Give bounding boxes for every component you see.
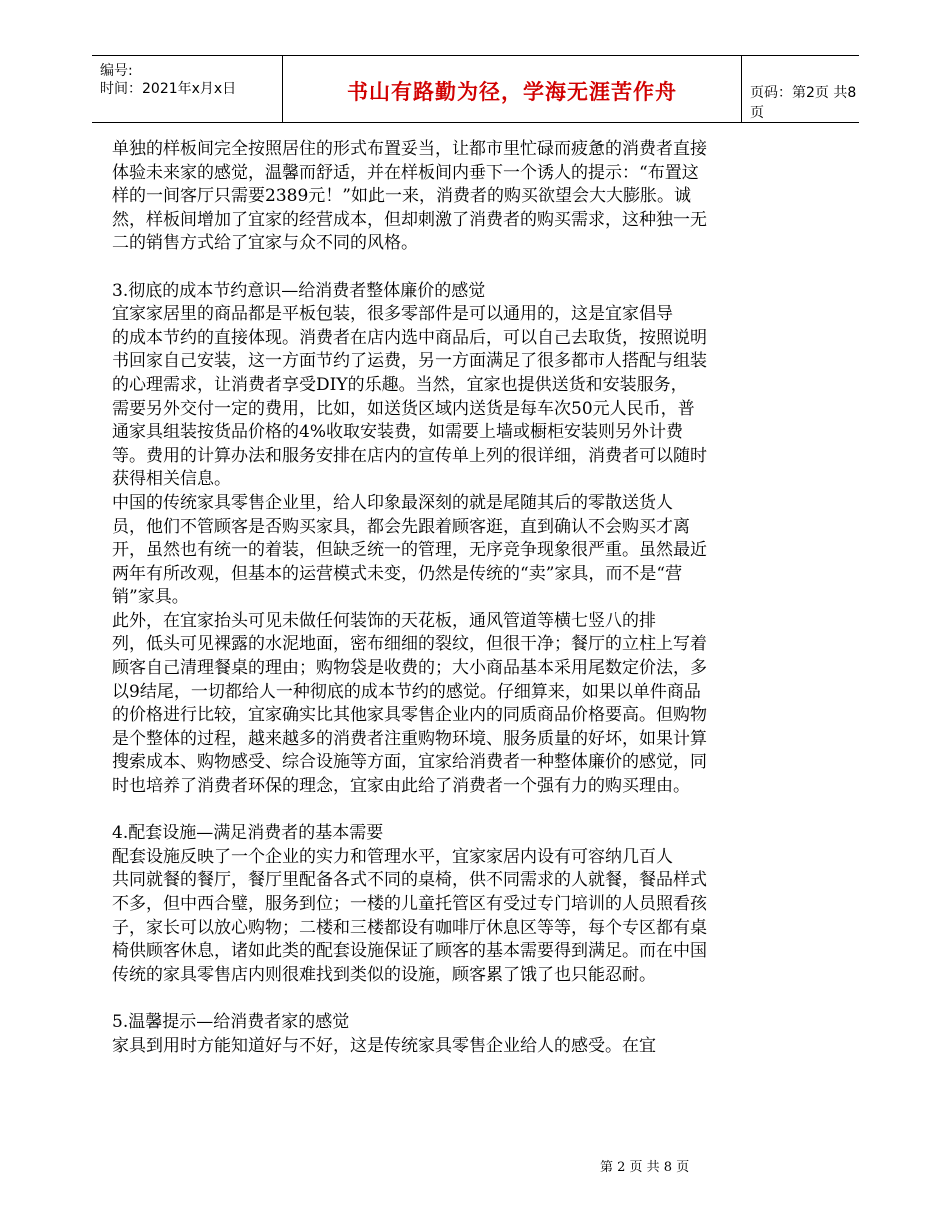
body-line: 获得相关信息。 — [112, 469, 231, 490]
header-meta-cell — [92, 56, 282, 122]
body-line: 开，虽然也有统一的着装，但缺乏统一的管理，无序竞争现象很严重。虽然最近 — [112, 540, 707, 561]
header-motto: 书山有路勤为径，学海无涯苦作舟 — [347, 80, 677, 104]
body-line: 宜家家居里的商品都是平板包装，很多零部件是可以通用的，这是宜家倡导 — [112, 304, 673, 325]
document-time-label: 时间：2021年x月x日 — [100, 81, 237, 97]
body-line: 的心理需求，让消费者享受DIY的乐趣。当然，宜家也提供送货和安装服务， — [112, 374, 688, 395]
body-line: 中国的传统家具零售企业里，给人印象最深刻的就是尾随其后的零散送货人 — [112, 492, 673, 513]
body-line: 员，他们不管顾客是否购买家具，都会先跟着顾客逛，直到确认不会购买才离 — [112, 516, 690, 537]
body-line: 以9结尾，一切都给人一种彻底的成本节约的感觉。仔细算来，如果以单件商品 — [112, 681, 701, 702]
body-line: 是个整体的过程，越来越多的消费者注重购物环境、服务质量的好坏，如果计算 — [112, 728, 707, 749]
body-line: 椅供顾客休息，诸如此类的配套设施保证了顾客的基本需要得到满足。而在中国 — [112, 941, 707, 962]
body-line: 样的一间客厅只需要2389元！”如此一来，消费者的购买欲望会大大膨胀。诚 — [112, 186, 691, 207]
body-line: 的价格进行比较，宜家确实比其他家具零售企业内的同质商品价格要高。但购物 — [112, 705, 707, 726]
body-line: 单独的样板间完全按照居住的形式布置妥当，让都市里忙碌而疲惫的消费者直接 — [112, 139, 707, 159]
body-line: 家具到用时方能知道好与不好，这是传统家具零售企业给人的感受。在宜 — [112, 1035, 656, 1056]
body-text — [112, 138, 840, 1058]
header-page-cell — [740, 56, 859, 122]
body-line: 传统的家具零售店内则很难找到类似的设施，顾客累了饿了也只能忍耐。 — [112, 964, 656, 985]
header-motto-cell — [282, 56, 742, 122]
page-header — [92, 55, 859, 123]
body-line: 5.温馨提示—给消费者家的感觉 — [112, 1011, 350, 1032]
body-line: 3.彻底的成本节约意识—给消费者整体廉价的感觉 — [112, 280, 486, 301]
document-number-label: 编号: — [100, 63, 133, 79]
body-line: 体验未来家的感觉，温馨而舒适，并在样板间内垂下一个诱人的提示：“布置这 — [112, 162, 699, 183]
body-line: 的成本节约的直接体现。消费者在店内选中商品后，可以自己去取货，按照说明 — [112, 327, 707, 348]
body-line: 配套设施反映了一个企业的实力和管理水平，宜家家居内设有可容纳几百人 — [112, 846, 673, 867]
header-page-info: 页码：第2页 共8页 — [750, 85, 857, 121]
body-line: 两年有所改观，但基本的运营模式未变，仍然是传统的“卖”家具，而不是“营 — [112, 563, 683, 584]
body-line: 然，样板间增加了宜家的经营成本，但却刺激了消费者的购买需求，这种独一无 — [112, 209, 707, 230]
page-footer: 第 2 页 共 8 页 — [600, 1160, 690, 1175]
body-line: 通家具组装按货品价格的4%收取安装费，如需要上墙或橱柜安装则另外计费 — [112, 422, 683, 443]
paragraph-gap — [112, 799, 840, 823]
body-line: 顾客自己清理餐桌的理由；购物袋是收费的；大小商品基本采用尾数定价法，多 — [112, 658, 707, 679]
body-line: 书回家自己安装，这一方面节约了运费，另一方面满足了很多都市人搭配与组装 — [112, 351, 707, 372]
body-line: 不多，但中西合璧，服务到位；一楼的儿童托管区有受过专门培训的人员照看孩 — [112, 894, 707, 914]
body-line: 销”家具。 — [112, 587, 189, 608]
body-line: 需要另外交付一定的费用，比如，如送货区域内送货是每车次50元人民币，普 — [112, 398, 695, 419]
paragraph-gap — [112, 987, 840, 1011]
body-line: 此外，在宜家抬头可见未做任何装饰的天花板，通风管道等横七竖八的排 — [112, 610, 656, 631]
body-line: 子，家长可以放心购物；二楼和三楼都设有咖啡厅休息区等等，每个专区都有桌 — [112, 917, 707, 938]
body-line: 共同就餐的餐厅，餐厅里配备各式不同的桌椅，供不同需求的人就餐，餐品样式 — [112, 870, 707, 891]
body-line: 时也培养了消费者环保的理念，宜家由此给了消费者一个强有力的购买理由。 — [112, 776, 690, 797]
body-line: 列，低头可见裸露的水泥地面，密布细细的裂纹，但很干净；餐厅的立柱上写着 — [112, 634, 707, 655]
body-line: 搜索成本、购物感受、综合设施等方面，宜家给消费者一种整体廉价的感觉，同 — [112, 752, 707, 773]
body-line: 二的销售方式给了宜家与众不同的风格。 — [112, 233, 418, 254]
body-line: 等。费用的计算办法和服务安排在店内的宣传单上列的很详细，消费者可以随时 — [112, 445, 707, 466]
body-line: 4.配套设施—满足消费者的基本需要 — [112, 823, 384, 844]
paragraph-gap — [112, 256, 840, 280]
